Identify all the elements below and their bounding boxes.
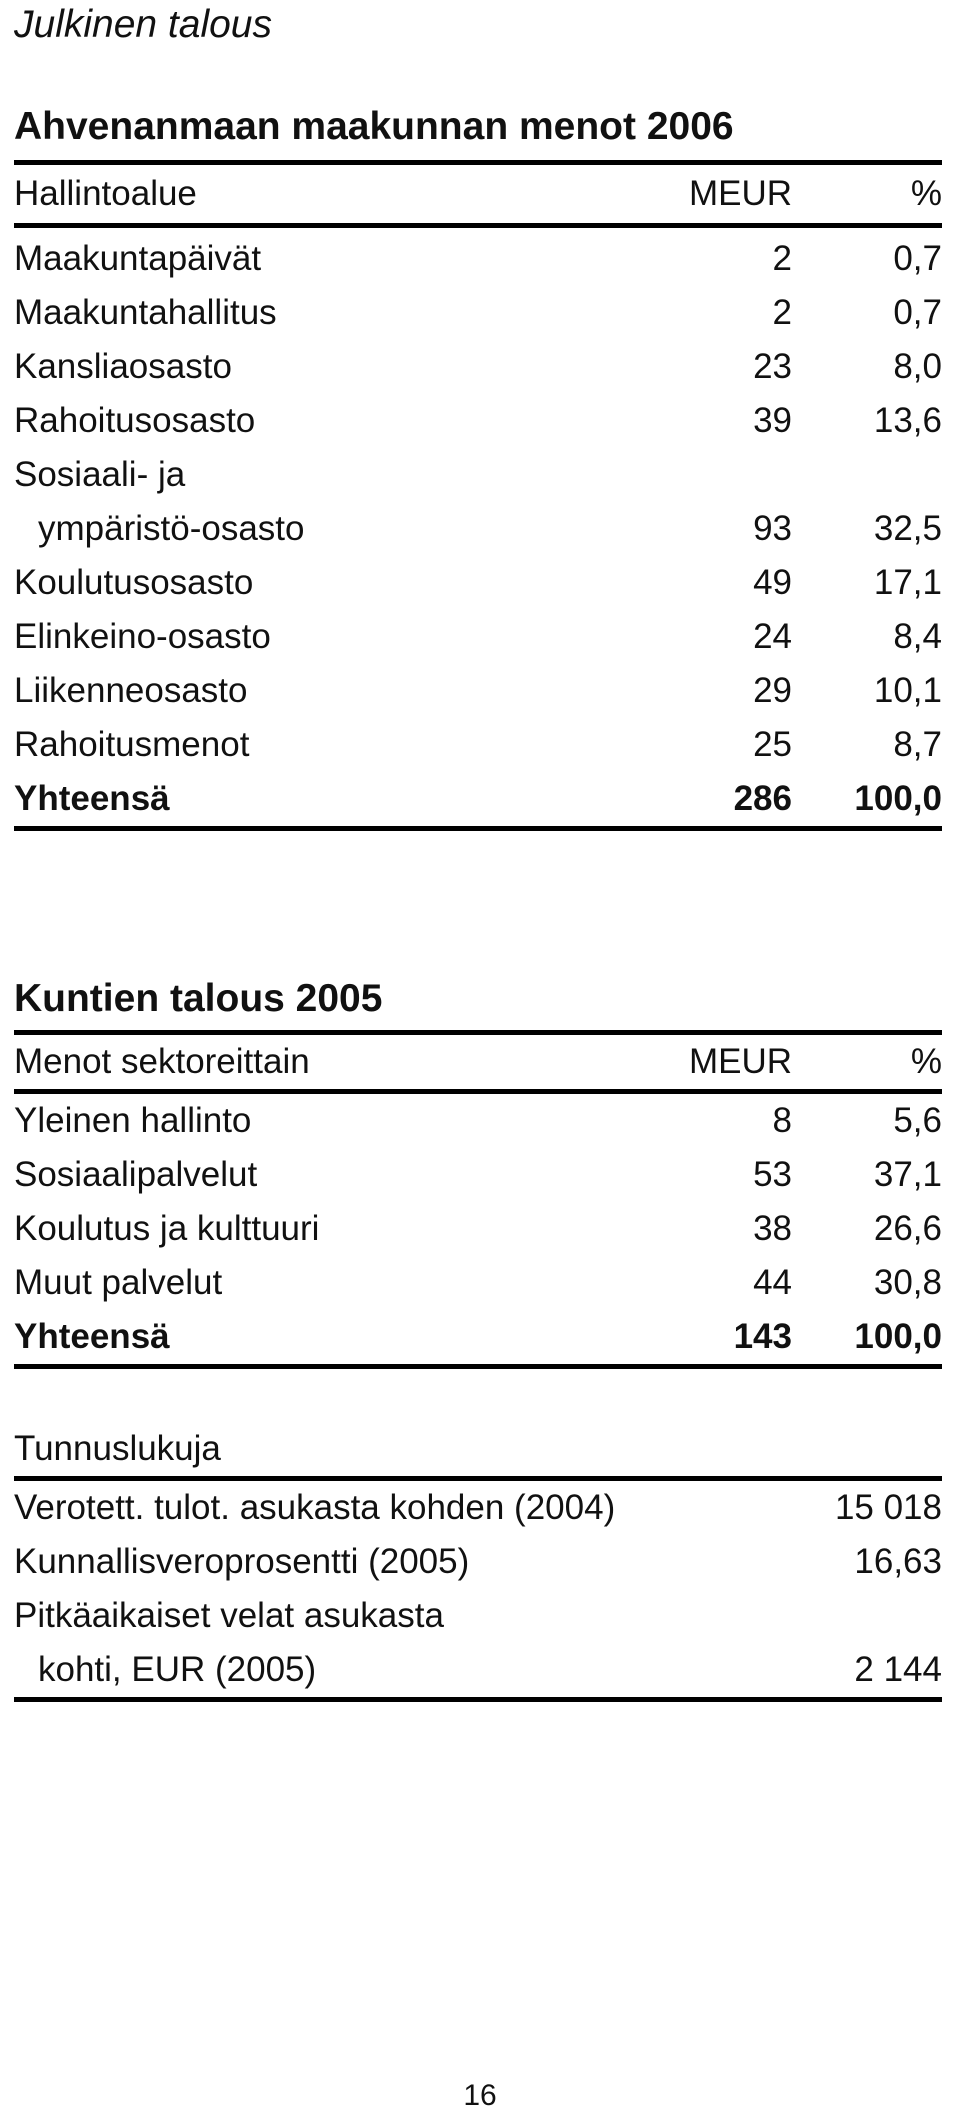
table-row-label-line <box>14 1589 942 1643</box>
total-label: Yhteensä <box>14 779 170 818</box>
table-title-row <box>14 1422 942 1476</box>
row-label: Kunnallisveroprosentti (2005) <box>14 1542 470 1581</box>
row-label: Maakuntahallitus <box>14 293 277 332</box>
total-label: Yhteensä <box>14 1317 170 1356</box>
table-row <box>14 556 942 610</box>
table-bottom-rule <box>14 1697 942 1702</box>
row-meur: 23 <box>753 347 792 386</box>
column-header-pct: % <box>910 1042 942 1081</box>
row-pct: 13,6 <box>873 401 942 440</box>
row-pct: 26,6 <box>873 1209 942 1248</box>
table-row <box>14 1481 942 1535</box>
key-figures-table <box>14 1422 942 1702</box>
row-label: Rahoitusosasto <box>14 401 256 440</box>
row-pct: 0,7 <box>893 239 942 278</box>
total-meur: 143 <box>733 1317 792 1356</box>
total-meur: 286 <box>733 779 792 818</box>
provincial-expenditure-table <box>14 104 942 831</box>
table-title: Tunnuslukuja <box>14 1429 221 1468</box>
row-pct: 10,1 <box>873 671 942 710</box>
row-meur: 93 <box>753 509 792 548</box>
row-meur: 25 <box>753 725 792 764</box>
row-label: Kansliaosasto <box>14 347 232 386</box>
table-total-row <box>14 1310 942 1364</box>
row-meur: 44 <box>753 1263 792 1302</box>
row-meur: 24 <box>753 617 792 656</box>
row-pct: 8,0 <box>893 347 942 386</box>
row-pct: 8,7 <box>893 725 942 764</box>
table-row <box>14 1148 942 1202</box>
table-row <box>14 340 942 394</box>
row-label: Koulutus ja kulttuuri <box>14 1209 320 1248</box>
table-header-row <box>14 165 942 223</box>
table-header-row <box>14 1035 942 1089</box>
row-meur: 53 <box>753 1155 792 1194</box>
table-row <box>14 664 942 718</box>
row-meur: 38 <box>753 1209 792 1248</box>
row-meur: 49 <box>753 563 792 602</box>
municipal-finance-table <box>14 976 942 1369</box>
table-row <box>14 1202 942 1256</box>
row-label: Verotett. tulot. asukasta kohden (2004) <box>14 1488 616 1527</box>
table-title: Ahvenanmaan maakunnan menot 2006 <box>14 105 734 148</box>
row-label: Rahoitusmenot <box>14 725 250 764</box>
row-label: Liikenneosasto <box>14 671 248 710</box>
row-pct: 37,1 <box>873 1155 942 1194</box>
row-label-continued: kohti, EUR (2005) <box>38 1650 317 1689</box>
row-label: Sosiaali- ja <box>14 455 186 494</box>
row-meur: 2 <box>772 293 792 332</box>
row-pct: 8,4 <box>893 617 942 656</box>
table-row <box>14 232 942 286</box>
table-row <box>14 502 942 556</box>
row-pct: 17,1 <box>873 563 942 602</box>
row-value: 15 018 <box>834 1488 942 1527</box>
table-bottom-rule <box>14 826 942 831</box>
row-label: Pitkäaikaiset velat asukasta <box>14 1596 444 1635</box>
row-label: Koulutusosasto <box>14 563 254 602</box>
row-label: Maakuntapäivät <box>14 239 262 278</box>
table-row <box>14 1256 942 1310</box>
page-number: 16 <box>463 2079 497 2112</box>
row-meur: 39 <box>753 401 792 440</box>
column-header-hallintoalue: Hallintoalue <box>14 174 197 213</box>
table-title: Kuntien talous 2005 <box>14 977 383 1020</box>
table-row <box>14 1535 942 1589</box>
table-row <box>14 610 942 664</box>
row-label: Elinkeino-osasto <box>14 617 271 656</box>
row-label: Muut palvelut <box>14 1263 223 1302</box>
row-meur: 29 <box>753 671 792 710</box>
table-row <box>14 1643 942 1697</box>
section-header: Julkinen talous <box>14 3 272 46</box>
row-meur: 8 <box>772 1101 792 1140</box>
row-pct: 0,7 <box>893 293 942 332</box>
row-label: Yleinen hallinto <box>14 1101 252 1140</box>
table-total-row <box>14 772 942 826</box>
column-header-meur: MEUR <box>688 174 792 213</box>
column-header-meur: MEUR <box>688 1042 792 1081</box>
table-row <box>14 718 942 772</box>
total-pct: 100,0 <box>854 779 942 818</box>
row-pct: 30,8 <box>873 1263 942 1302</box>
row-pct: 32,5 <box>873 509 942 548</box>
row-meur: 2 <box>772 239 792 278</box>
row-value: 16,63 <box>854 1542 942 1581</box>
table-row <box>14 394 942 448</box>
row-label: Sosiaalipalvelut <box>14 1155 258 1194</box>
table-row <box>14 286 942 340</box>
table-bottom-rule <box>14 1364 942 1369</box>
row-pct: 5,6 <box>893 1101 942 1140</box>
row-label-continued: ympäristö-osasto <box>38 509 305 548</box>
column-header-sector: Menot sektoreittain <box>14 1042 310 1081</box>
table-row <box>14 1094 942 1148</box>
row-value: 2 144 <box>854 1650 942 1689</box>
total-pct: 100,0 <box>854 1317 942 1356</box>
table-row-label-line <box>14 448 942 502</box>
column-header-pct: % <box>910 174 942 213</box>
